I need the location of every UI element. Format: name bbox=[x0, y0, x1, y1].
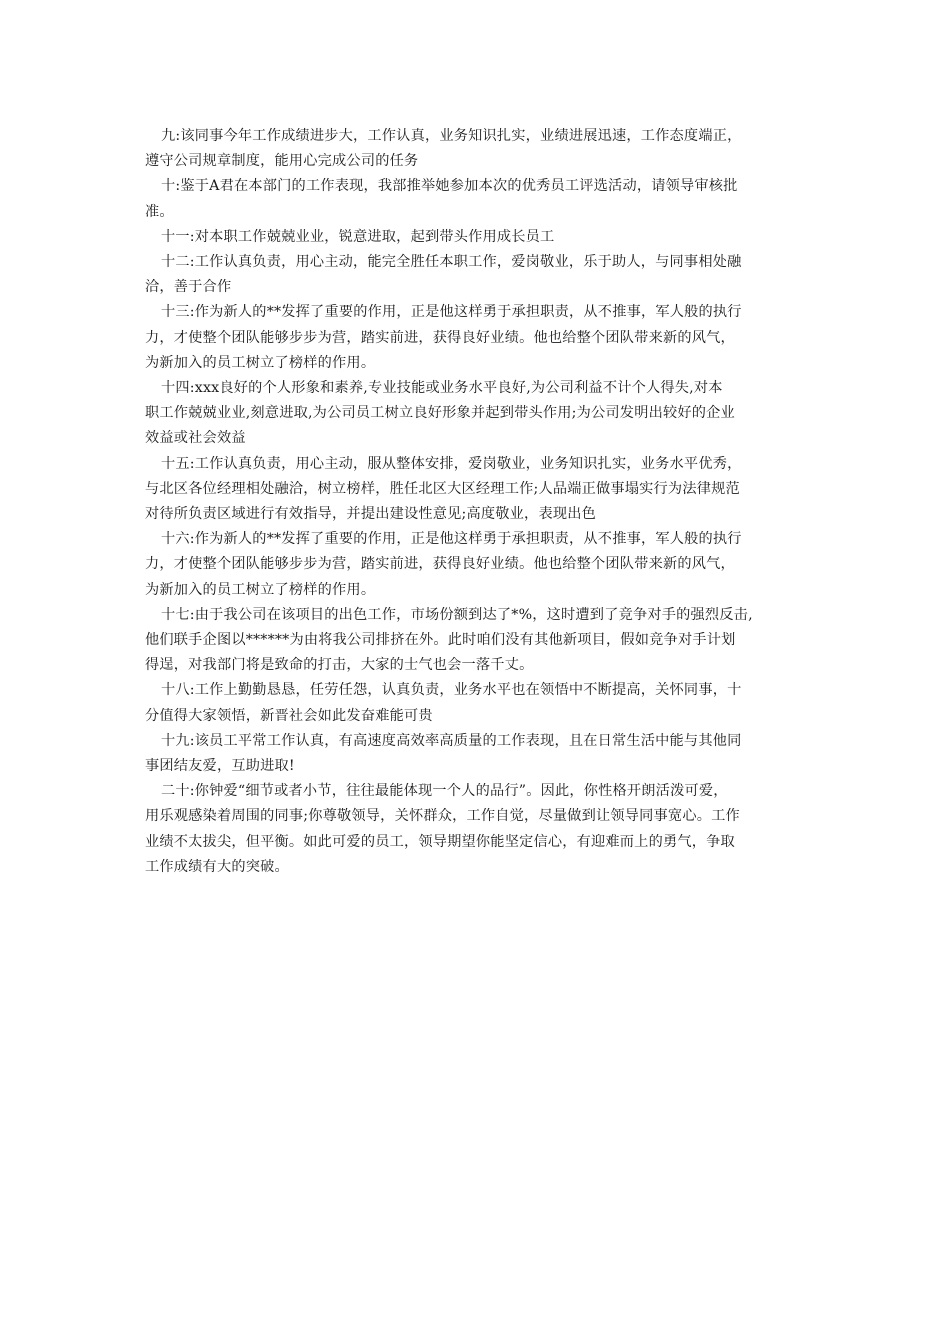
document-body bbox=[145, 124, 815, 880]
paragraph-12: 十二:工作认真负责，用心主动，能完全胜任本职工作，爱岗敬业，乐于助人，与同事相处融 洽，善于合作 bbox=[145, 254, 742, 296]
paragraph-15: 十五:工作认真负责，用心主动，服从整体安排，爱岗敬业，业务知识扎实，业务水平优秀， 与北区各位经理相处融洽，树立榜样，胜任北区大区经理工作;人品端正做事塌实行为法律规范 对待所负责区域进行有效指导，并提出建设性意见;高度敬业，表现出色 bbox=[145, 455, 742, 523]
paragraph-19: 十九:该员工平常工作认真，有高速度高效率高质量的工作表现，且在日常生活中能与其他同 事团结友爱，互助进取! bbox=[145, 732, 742, 775]
paragraph-10: 十:鉴于A君在本部门的工作表现，我部推举她参加本次的优秀员工评选活动，请领导审核批 准。 bbox=[145, 178, 738, 220]
paragraph-16: 十六:作为新人的**发挥了重要的作用，正是他这样勇于承担职责，从不推事，军人般的执行 力，才使整个团队能够步步为营，踏实前进，获得良好业绩。他也给整个团队带来新的风气， 为新加入的员工树立了榜样的作用。 bbox=[145, 531, 742, 598]
paragraph-17: 十七:由于我公司在该项目的出色工作，市场份额到达了*%，这时遭到了竞争对手的强烈反击, 他们联手企图以******为由将我公司排挤在外。此时咱们没有其他新项目，假如竞争对手计划 得逞，对我部门将是致命的打击，大家的士气也会一落千丈。 bbox=[145, 606, 753, 674]
paragraph-13: 十三:作为新人的**发挥了重要的作用，正是他这样勇于承担职责，从不推事，军人般的执行 力，才使整个团队能够步步为营，踏实前进，获得良好业绩。他也给整个团队带来新的风气， 为新加入的员工树立了榜样的作用。 bbox=[145, 304, 742, 371]
paragraph-11: 十一:对本职工作兢兢业业，锐意进取，起到带头作用成长员工 bbox=[161, 228, 555, 245]
paragraph-9: 九:该同事今年工作成绩进步大，工作认真，业务知识扎实，业绩进展迅速，工作态度端正， 遵守公司规章制度，能用心完成公司的任务 bbox=[145, 128, 742, 170]
paragraph-20: 二十:你钟爱“细节或者小节，往往最能体现一个人的品行”。因此，你性格开朗活泼可爱， 用乐观感染着周围的同事;你尊敬领导，关怀群众，工作自觉，尽量做到让领导同事宽心。工作 业绩不太拔尖，但平衡。如此可爱的员工，领导期望你能坚定信心，有迎难而上的勇气，争取 工作成绩有大的突破。 bbox=[145, 783, 740, 875]
paragraph-18: 十八:工作上勤勤恳恳，任劳任怨，认真负责，业务水平也在领悟中不断提高，关怀同事，十 分值得大家领悟，新晋社会如此发奋难能可贵 bbox=[145, 682, 742, 724]
paragraph-14: 十四:xxx良好的个人形象和素养,专业技能或业务水平良好,为公司利益不计个人得失,对本 职工作兢兢业业,刻意进取,为公司员工树立良好形象并起到带头作用;为公司发明出较好的企业 效益或社会效益 bbox=[145, 380, 735, 447]
